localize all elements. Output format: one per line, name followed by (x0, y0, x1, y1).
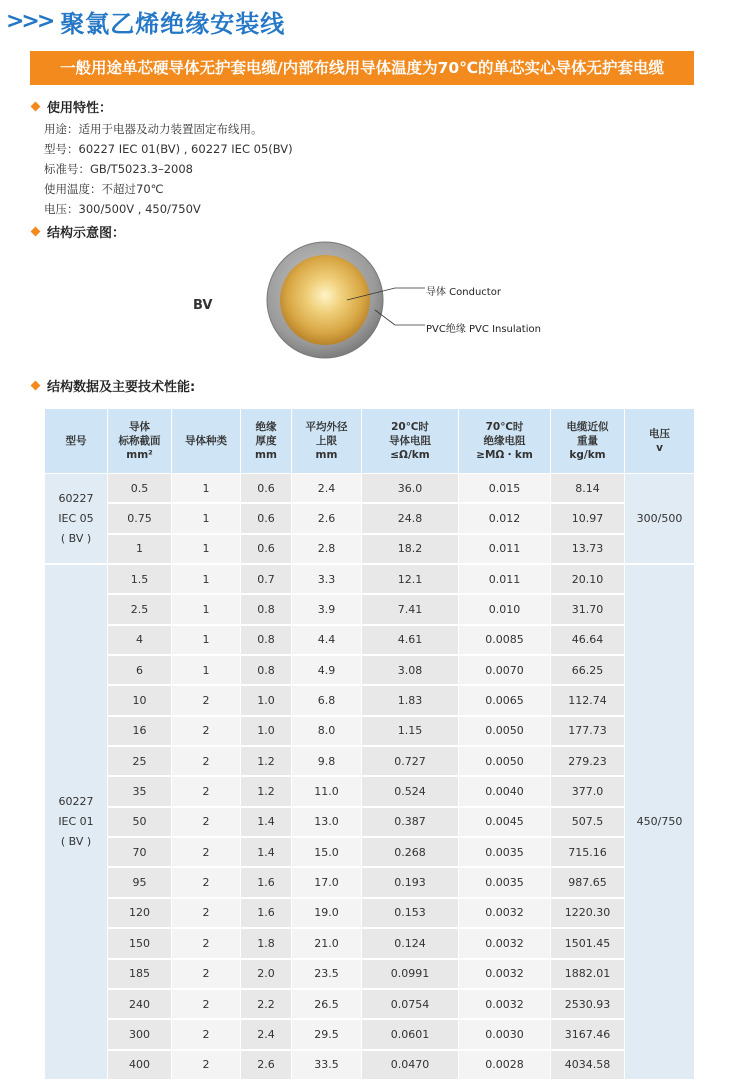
table-header-text: 电压 (649, 428, 670, 440)
table-cell: 15.0 (292, 837, 362, 867)
table-cell: 715.16 (551, 837, 625, 867)
table-cell: 1 (172, 564, 241, 594)
table-cell: 0.8 (241, 625, 292, 655)
structure-model-label: BV (193, 298, 213, 313)
table-header-text: v (656, 442, 663, 454)
table-cell: 0.0032 (459, 989, 551, 1019)
table-row (45, 564, 695, 594)
table-cell: 0.0991 (362, 959, 459, 989)
diamond-bullet-icon (31, 227, 41, 237)
table-cell: 1 (172, 503, 241, 533)
feature-line-usage: 用途：适用于电器及动力装置固定布线用。 (44, 122, 263, 136)
table-row (45, 867, 695, 897)
table-row (45, 716, 695, 746)
table-cell: 25 (108, 746, 172, 776)
table-cell: 19.0 (292, 898, 362, 928)
insulation-label: PVC绝缘 PVC Insulation (426, 324, 541, 335)
table-cell: 0.6 (241, 503, 292, 533)
table-header-text: 绝缘电阻 (483, 435, 526, 447)
table-cell: 3167.46 (551, 1019, 625, 1049)
table-cell: 0.0035 (459, 837, 551, 867)
model-group-cell (45, 564, 108, 1080)
table-cell: 70 (108, 837, 172, 867)
page-title-text: 聚氯乙烯绝缘安装线 (60, 9, 286, 38)
table-cell: 35 (108, 776, 172, 806)
table-header-text: kg/km (569, 449, 606, 461)
table-header-cell (551, 409, 625, 474)
table-cell: 0.153 (362, 898, 459, 928)
table-cell: 0.0050 (459, 746, 551, 776)
table-cell: 0.0601 (362, 1019, 459, 1049)
table-cell: 1 (172, 625, 241, 655)
table-cell: 0.0470 (362, 1050, 459, 1080)
feature-line-model: 型号：60227 IEC 01(BV) , 60227 IEC 05(BV) (44, 142, 293, 156)
model-group-cell (45, 474, 108, 565)
table-header-text: mm (255, 449, 277, 461)
table-cell: 0.268 (362, 837, 459, 867)
table-cell: 1 (172, 474, 241, 504)
table-cell: 0.0070 (459, 655, 551, 685)
table-row (45, 1050, 695, 1080)
table-cell: 0.193 (362, 867, 459, 897)
table-row (45, 474, 695, 504)
table-cell: 0.6 (241, 474, 292, 504)
table-cell: 1882.01 (551, 959, 625, 989)
features-heading (32, 97, 112, 116)
table-cell: 1.4 (241, 807, 292, 837)
table-cell: 0.012 (459, 503, 551, 533)
voltage-group-cell: 300/500 (625, 474, 695, 565)
table-cell: 4 (108, 625, 172, 655)
table-header-text: ≤Ω/km (390, 449, 430, 461)
data-heading-text: 结构数据及主要技术性能: (47, 380, 196, 395)
table-cell: 1.6 (241, 898, 292, 928)
table-header-cell (459, 409, 551, 474)
table-header-text: ≥MΩ・km (476, 449, 533, 461)
features-heading-text: 使用特性： (47, 101, 113, 116)
model-text: ( BV ) (60, 531, 92, 545)
table-cell: 0.011 (459, 534, 551, 564)
voltage-group-cell: 450/750 (625, 564, 695, 1080)
table-header-cell (45, 409, 108, 474)
table-cell: 33.5 (292, 1050, 362, 1080)
title-arrows-icon: >>> (6, 8, 53, 34)
table-row (45, 989, 695, 1019)
table-cell: 150 (108, 928, 172, 958)
table-cell: 1 (172, 594, 241, 624)
table-row (45, 837, 695, 867)
table-cell: 0.0040 (459, 776, 551, 806)
table-cell: 0.0754 (362, 989, 459, 1019)
table-cell: 1.0 (241, 716, 292, 746)
table-body (45, 474, 695, 1080)
diamond-bullet-icon (31, 102, 41, 112)
table-cell: 4.61 (362, 625, 459, 655)
table-cell: 2 (172, 807, 241, 837)
table-cell: 0.0085 (459, 625, 551, 655)
table-header-text: 70℃时 (485, 421, 524, 433)
table-cell: 46.64 (551, 625, 625, 655)
table-cell: 0.0035 (459, 867, 551, 897)
table-cell: 2 (172, 1019, 241, 1049)
model-text: ( BV ) (60, 834, 92, 848)
structure-heading (32, 222, 125, 241)
cable-spec-table (44, 408, 695, 1081)
table-header-text: 上限 (316, 435, 337, 447)
table-header-cell (362, 409, 459, 474)
table-cell: 3.08 (362, 655, 459, 685)
conductor-label: 导体 Conductor (426, 287, 501, 298)
table-cell: 29.5 (292, 1019, 362, 1049)
table-cell: 507.5 (551, 807, 625, 837)
table-cell: 0.7 (241, 564, 292, 594)
table-cell: 300 (108, 1019, 172, 1049)
table-row (45, 685, 695, 715)
table-header-text: 导体 (129, 421, 150, 433)
table-row (45, 534, 695, 564)
table-cell: 2 (172, 867, 241, 897)
description-banner: 一般用途单芯硬导体无护套电缆/内部布线用导体温度为70℃的单芯实心导体无护套电缆 (30, 51, 694, 85)
table-cell: 12.1 (362, 564, 459, 594)
table-cell: 26.5 (292, 989, 362, 1019)
table-header-text: 导体电阻 (389, 435, 431, 447)
table-cell: 11.0 (292, 776, 362, 806)
table-cell: 2.4 (292, 474, 362, 504)
table-cell: 2.0 (241, 959, 292, 989)
model-text: 60227 (58, 794, 94, 808)
table-cell: 31.70 (551, 594, 625, 624)
table-cell: 1 (108, 534, 172, 564)
feature-line-temperature: 使用温度：不超过70℃ (44, 182, 164, 196)
table-cell: 7.41 (362, 594, 459, 624)
table-cell: 2 (172, 776, 241, 806)
table-cell: 2 (172, 898, 241, 928)
table-row (45, 959, 695, 989)
table-cell: 0.0032 (459, 898, 551, 928)
table-cell: 0.010 (459, 594, 551, 624)
table-header-text: 重量 (577, 435, 598, 447)
table-cell: 17.0 (292, 867, 362, 897)
table-cell: 2530.93 (551, 989, 625, 1019)
table-cell: 0.0032 (459, 959, 551, 989)
table-cell: 2 (172, 989, 241, 1019)
table-header-text: 20℃时 (391, 421, 429, 433)
table-cell: 2 (172, 1050, 241, 1080)
table-cell: 20.10 (551, 564, 625, 594)
model-text: IEC 01 (58, 814, 94, 828)
conductor-core (280, 255, 370, 345)
table-cell: 0.0065 (459, 685, 551, 715)
table-cell: 2 (172, 837, 241, 867)
table-header-text: 型号 (65, 435, 87, 447)
table-cell: 2.5 (108, 594, 172, 624)
table-cell: 8.14 (551, 474, 625, 504)
model-text: IEC 05 (58, 511, 94, 525)
feature-line-standard: 标准号：GB/T5023.3–2008 (44, 162, 193, 176)
table-cell: 6.8 (292, 685, 362, 715)
table-cell: 4.9 (292, 655, 362, 685)
table-header-row (45, 409, 695, 474)
table-cell: 1.15 (362, 716, 459, 746)
table-cell: 6 (108, 655, 172, 685)
table-cell: 120 (108, 898, 172, 928)
table-cell: 1.83 (362, 685, 459, 715)
table-header-cell (241, 409, 292, 474)
table-row (45, 776, 695, 806)
table-cell: 0.015 (459, 474, 551, 504)
table-cell: 2 (172, 685, 241, 715)
table-cell: 0.727 (362, 746, 459, 776)
table-cell: 21.0 (292, 928, 362, 958)
table-cell: 9.8 (292, 746, 362, 776)
table-header-text: mm² (126, 449, 153, 461)
table-header-text: 电缆近似 (566, 421, 609, 433)
table-header-cell (625, 409, 695, 474)
table-cell: 2.6 (292, 503, 362, 533)
table-cell: 18.2 (362, 534, 459, 564)
table-header-text: 厚度 (255, 435, 277, 447)
table-header-text: 绝缘 (255, 421, 277, 433)
table-header-text: 平均外径 (305, 421, 348, 433)
table-cell: 240 (108, 989, 172, 1019)
table-cell: 177.73 (551, 716, 625, 746)
table-cell: 0.0028 (459, 1050, 551, 1080)
table-cell: 0.5 (108, 474, 172, 504)
table-cell: 112.74 (551, 685, 625, 715)
table-header-text: 标称截面 (118, 435, 161, 447)
table-cell: 1.8 (241, 928, 292, 958)
table-cell: 13.0 (292, 807, 362, 837)
table-cell: 3.9 (292, 594, 362, 624)
table-header-text: mm (315, 449, 338, 461)
table-cell: 50 (108, 807, 172, 837)
table-cell: 36.0 (362, 474, 459, 504)
table-cell: 95 (108, 867, 172, 897)
table-cell: 3.3 (292, 564, 362, 594)
table-row (45, 807, 695, 837)
table-header-text: 导体种类 (185, 435, 227, 447)
table-cell: 2.8 (292, 534, 362, 564)
table-header-cell (292, 409, 362, 474)
table-cell: 2 (172, 959, 241, 989)
table-cell: 1501.45 (551, 928, 625, 958)
table-cell: 1.2 (241, 746, 292, 776)
table-cell: 4.4 (292, 625, 362, 655)
feature-line-voltage: 电压：300/500V , 450/750V (44, 202, 201, 216)
table-row (45, 746, 695, 776)
table-header-cell (108, 409, 172, 474)
table-cell: 0.75 (108, 503, 172, 533)
table-cell: 0.124 (362, 928, 459, 958)
structure-heading-text: 结构示意图： (47, 226, 126, 241)
table-cell: 2 (172, 746, 241, 776)
table-cell: 0.0045 (459, 807, 551, 837)
table-cell: 0.8 (241, 655, 292, 685)
cable-cross-section-diagram (265, 240, 430, 365)
table-row (45, 1019, 695, 1049)
table-cell: 185 (108, 959, 172, 989)
table-row (45, 503, 695, 533)
table-cell: 0.0030 (459, 1019, 551, 1049)
table-cell: 16 (108, 716, 172, 746)
table-cell: 10.97 (551, 503, 625, 533)
table-cell: 0.0032 (459, 928, 551, 958)
table-row (45, 625, 695, 655)
table-cell: 2.2 (241, 989, 292, 1019)
page-title (6, 4, 285, 38)
table-cell: 400 (108, 1050, 172, 1080)
table-cell: 2 (172, 716, 241, 746)
table-cell: 377.0 (551, 776, 625, 806)
table-cell: 10 (108, 685, 172, 715)
table-cell: 1.5 (108, 564, 172, 594)
table-cell: 13.73 (551, 534, 625, 564)
table-cell: 1220.30 (551, 898, 625, 928)
table-cell: 0.524 (362, 776, 459, 806)
table-cell: 2 (172, 928, 241, 958)
table-cell: 8.0 (292, 716, 362, 746)
table-cell: 1.6 (241, 867, 292, 897)
table-cell: 1.4 (241, 837, 292, 867)
table-row (45, 655, 695, 685)
table-cell: 23.5 (292, 959, 362, 989)
table-cell: 66.25 (551, 655, 625, 685)
table-cell: 24.8 (362, 503, 459, 533)
table-cell: 987.65 (551, 867, 625, 897)
table-header-cell (172, 409, 241, 474)
table-cell: 0.6 (241, 534, 292, 564)
table-cell: 4034.58 (551, 1050, 625, 1080)
table-row (45, 928, 695, 958)
diamond-bullet-icon (31, 381, 41, 391)
table-cell: 1.2 (241, 776, 292, 806)
table-row (45, 594, 695, 624)
table-cell: 0.8 (241, 594, 292, 624)
model-text: 60227 (58, 491, 94, 505)
table-cell: 2.4 (241, 1019, 292, 1049)
table-cell: 1.0 (241, 685, 292, 715)
table-cell: 2.6 (241, 1050, 292, 1080)
table-cell: 0.011 (459, 564, 551, 594)
table-cell: 1 (172, 534, 241, 564)
data-heading (32, 376, 195, 395)
table-cell: 279.23 (551, 746, 625, 776)
table-cell: 1 (172, 655, 241, 685)
table-cell: 0.387 (362, 807, 459, 837)
table-cell: 0.0050 (459, 716, 551, 746)
table-row (45, 898, 695, 928)
